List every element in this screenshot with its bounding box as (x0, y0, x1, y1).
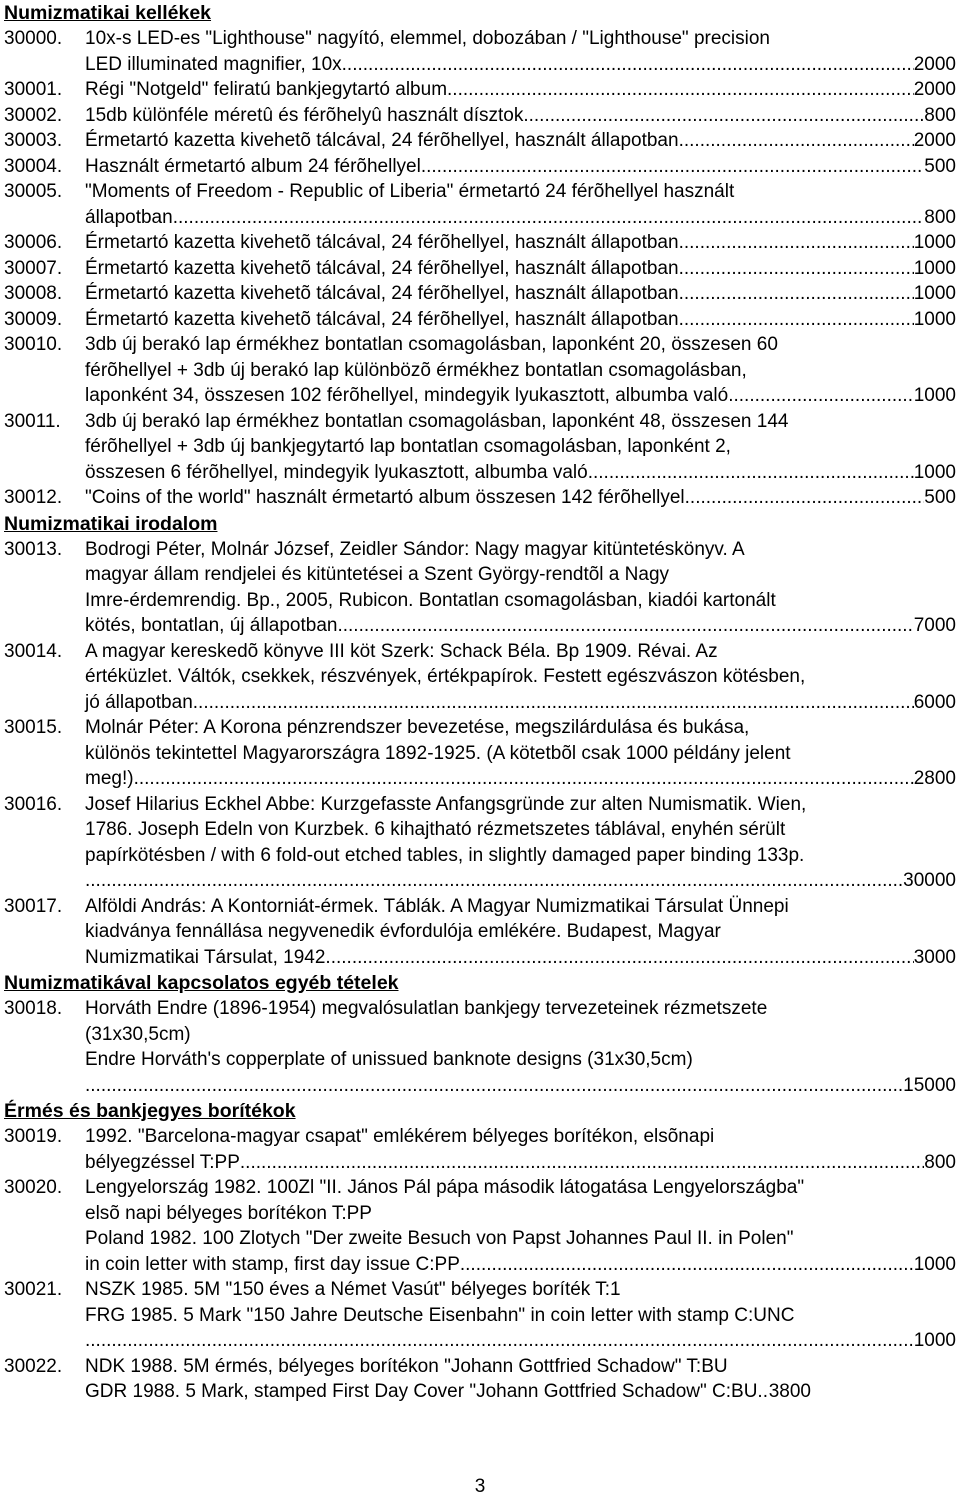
catalog-item (4, 103, 956, 129)
dot-leader (679, 256, 914, 282)
dot-leader (85, 1073, 903, 1099)
price-line (85, 1379, 956, 1405)
catalog-item (4, 409, 956, 486)
lot-price: 1000 (913, 257, 956, 279)
catalog-item (4, 485, 956, 511)
lot-number: 30017. (4, 895, 63, 917)
price-line (85, 690, 956, 716)
catalog-item (4, 1124, 956, 1175)
catalog-item (4, 715, 956, 792)
page-number: 3 (474, 1476, 486, 1497)
lot-description (85, 485, 956, 511)
catalog-item (4, 256, 956, 282)
lot-price: 3800 (768, 1381, 811, 1402)
lot-description (85, 792, 956, 894)
price-line (85, 128, 956, 154)
price-line (85, 205, 956, 231)
description-line: férõhellyel + 3db új berakó lap különbözõ érmékhez bontatlan csomagolásban, (85, 359, 747, 381)
dot-leader (342, 52, 914, 78)
dot-leader (240, 1150, 924, 1176)
lot-number: 30008. (4, 283, 63, 304)
lot-price: 800 (924, 206, 956, 228)
description-end: állapotban (85, 206, 173, 228)
lot-number: 30022. (4, 1355, 63, 1377)
dot-leader (173, 205, 925, 231)
dot-leader (679, 230, 914, 256)
description-line: 3db új berakó lap érmékhez bontatlan csomagolásban, laponként 20, összesen 60 (85, 334, 778, 355)
description-line: papírkötésben / with 6 fold-out etched tables, in slightly damaged paper binding 133p. (85, 844, 805, 866)
lot-price: 500 (924, 487, 956, 508)
price-line (85, 383, 956, 409)
catalog-page (4, 0, 956, 1405)
description-line: Bodrogi Péter, Molnár József, Zeidler Sándor: Nagy magyar kitüntetéskönyv. A (85, 538, 745, 560)
lot-price: 500 (924, 155, 956, 177)
lot-price: 1000 (913, 283, 956, 304)
dot-leader (685, 485, 925, 511)
lot-description (85, 332, 956, 409)
description-end: Érmetartó kazetta kivehetõ tálcával, 24 férõhellyel, használt állapotban (85, 283, 679, 304)
price-line (85, 613, 956, 639)
lot-price: 7000 (913, 615, 956, 636)
catalog-item (4, 26, 956, 77)
lot-price: 15000 (903, 1074, 956, 1096)
catalog-item (4, 894, 956, 971)
lot-number: 30011. (4, 410, 61, 432)
description-line: FRG 1985. 5 Mark "150 Jahre Deutsche Eisenbahn" in coin letter with stamp C:UNC (85, 1304, 795, 1326)
lot-price: 1000 (913, 385, 956, 406)
catalog-item (4, 281, 956, 307)
lot-price: 800 (924, 1151, 956, 1173)
catalog-item (4, 332, 956, 409)
description-end: Használt érmetartó album 24 férõhellyel (85, 155, 421, 177)
description-line: "Moments of Freedom - Republic of Liberia" érmetartó 24 férõhellyel használt (85, 181, 735, 202)
lot-number: 30003. (4, 130, 63, 151)
lot-description (85, 1354, 956, 1405)
description-line: Alföldi András: A Kontorniát-érmek. Táblák. A Magyar Numizmatikai Társulat Ünnepi (85, 895, 789, 917)
section-heading: Numizmatikával kapcsolatos egyéb tételek (4, 972, 399, 994)
lot-number: 30013. (4, 538, 63, 560)
lot-price: 1000 (913, 461, 956, 483)
lot-price: 2000 (913, 79, 956, 100)
lot-number: 30001. (4, 79, 63, 100)
lot-number: 30005. (4, 181, 63, 202)
lot-number: 30014. (4, 640, 63, 662)
lot-description (85, 77, 956, 103)
lot-description (85, 128, 956, 154)
price-line (85, 154, 956, 180)
dot-leader (331, 945, 914, 971)
lot-number: 30000. (4, 28, 63, 49)
lot-description (85, 894, 956, 971)
lot-number: 30010. (4, 334, 63, 355)
lot-price: 6000 (913, 691, 956, 713)
description-line: NDK 1988. 5M érmés, bélyeges borítékon "Johann Gottfried Schadow" T:BU (85, 1355, 728, 1377)
description-line: 1786. Joseph Edeln von Kurzbek. 6 kihajtható rézmetszetes táblával, enyhén sérült (85, 819, 786, 840)
description-line: Poland 1982. 100 Zlotych "Der zweite Besuch von Papst Johannes Paul II. in Polen" (85, 1228, 794, 1249)
description-end: Érmetartó kazetta kivehetõ tálcával, 24 férõhellyel, használt állapotban (85, 130, 679, 151)
catalog-item (4, 537, 956, 639)
price-line (85, 1073, 956, 1099)
description-end: 15db különféle méretû és férõhelyû használt dísztok (85, 104, 524, 126)
lot-description (85, 537, 956, 639)
section-heading: Érmés és bankjegyes borítékok (4, 1100, 296, 1122)
price-line (85, 460, 956, 486)
description-line: Imre-érdemrendig. Bp., 2005, Rubicon. Bontatlan csomagolásban, kiadói kartonált (85, 589, 776, 611)
price-line (85, 945, 956, 971)
price-line (85, 485, 956, 511)
description-end: Érmetartó kazetta kivehetõ tálcával, 24 férõhellyel, használt állapotban (85, 257, 679, 279)
lot-price: 1000 (913, 1330, 956, 1351)
catalog-item (4, 77, 956, 103)
description-end: meg!). (85, 768, 139, 789)
description-line: Endre Horváth's copperplate of unissued banknote designs (31x30,5cm) (85, 1049, 693, 1070)
lot-number: 30007. (4, 257, 63, 279)
description-end: bélyegzéssel T:PP (85, 1151, 240, 1173)
dot-leader (447, 77, 914, 103)
price-line (85, 52, 956, 78)
description-line: Lengyelország 1982. 100Zl "II. János Pál pápa második látogatása Lengyelországba" (85, 1177, 805, 1198)
dot-leader (588, 460, 914, 486)
description-line: Josef Hilarius Eckhel Abbe: Kurzgefasste Anfangsgründe zur alten Numismatik. Wien, (85, 793, 807, 815)
price-line (85, 256, 956, 282)
lot-number: 30006. (4, 232, 63, 253)
price-line (85, 103, 956, 129)
description-line: (31x30,5cm) (85, 1023, 191, 1045)
lot-description (85, 1124, 956, 1175)
catalog-item (4, 1354, 956, 1405)
catalog-item (4, 154, 956, 180)
lot-number: 30015. (4, 717, 63, 738)
description-line: elsõ napi bélyeges borítékon T:PP (85, 1202, 372, 1224)
price-line (85, 307, 956, 333)
description-line: Molnár Péter: A Korona pénzrendszer bevezetése, megszilárdulása és bukása, (85, 717, 750, 738)
price-line (85, 230, 956, 256)
lot-price: 3000 (913, 946, 956, 968)
lot-price: 2800 (913, 768, 956, 789)
dot-leader (421, 154, 924, 180)
lot-number: 30019. (4, 1126, 63, 1147)
lot-number: 30020. (4, 1177, 63, 1198)
lot-description (85, 996, 956, 1098)
description-end: GDR 1988. 5 Mark, stamped First Day Cover "Johann Gottfried Schadow" C:BU. (85, 1381, 763, 1402)
lot-description (85, 26, 956, 77)
lot-description (85, 256, 956, 282)
price-line (85, 1252, 956, 1278)
description-line: férõhellyel + 3db új bankjegytartó lap bontatlan csomagolásban, laponként 2, (85, 436, 731, 457)
description-end: in coin letter with stamp, first day issue C:PP (85, 1253, 460, 1275)
lot-price: 30000 (903, 870, 956, 891)
description-line: 3db új berakó lap érmékhez bontatlan csomagolásban, laponként 48, összesen 144 (85, 410, 789, 432)
lot-number: 30018. (4, 998, 63, 1019)
lot-description (85, 409, 956, 486)
catalog-item (4, 179, 956, 230)
dot-leader (85, 868, 903, 894)
description-end: "Coins of the world" használt érmetartó album összesen 142 férõhellyel (85, 487, 685, 508)
description-line: különös tekintettel Magyarországra 1892-1925. (A kötetbõl csak 1000 példány jelent (85, 742, 791, 764)
description-end: laponként 34, összesen 102 férõhellyel, mindegyik lyukasztott, albumba való (85, 385, 729, 406)
lot-description (85, 639, 956, 716)
catalog-item (4, 128, 956, 154)
lot-price: 1000 (913, 1253, 956, 1275)
description-line: értéküzlet. Váltók, csekkek, részvények, értékpapírok. Festett egészvászon kötésben, (85, 666, 806, 687)
lot-number: 30002. (4, 104, 63, 126)
description-end: kötés, bontatlan, új állapotban. (85, 615, 343, 636)
description-end: Régi "Notgeld" feliratú bankjegytartó album (85, 79, 448, 100)
lot-number: 30012. (4, 487, 63, 508)
dot-leader (679, 128, 914, 154)
lot-description (85, 230, 956, 256)
price-line (85, 281, 956, 307)
description-end: összesen 6 férõhellyel, mindegyik lyukasztott, albumba való (85, 461, 588, 483)
price-line (85, 1150, 956, 1176)
catalog-item (4, 792, 956, 894)
dot-leader (460, 1252, 914, 1278)
section-heading: Numizmatikai kellékek (4, 2, 212, 24)
description-line: kiadványa fennállása negyvenedik évfordulója emlékére. Budapest, Magyar (85, 921, 721, 942)
dot-leader (679, 281, 914, 307)
description-line: A magyar kereskedõ könyve III köt Szerk: Schack Béla. Bp 1909. Révai. Az (85, 640, 718, 662)
dot-leader (193, 690, 914, 716)
description-end: LED illuminated magnifier, 10x (85, 53, 342, 75)
catalog-item (4, 230, 956, 256)
description-line: 10x-s LED-es "Lighthouse" nagyító, elemmel, dobozában / "Lighthouse" precision (85, 28, 770, 49)
price-line (85, 766, 956, 792)
dot-leader (523, 103, 924, 129)
dot-leader (343, 613, 914, 639)
lot-number: 30004. (4, 155, 63, 177)
price-line (85, 868, 956, 894)
lot-description (85, 281, 956, 307)
lot-number: 30021. (4, 1279, 63, 1300)
lot-description (85, 307, 956, 333)
lot-number: 30009. (4, 308, 63, 330)
lot-price: 1000 (913, 232, 956, 253)
catalog-item (4, 639, 956, 716)
catalog-item (4, 307, 956, 333)
dot-leader (728, 383, 914, 409)
catalog-item (4, 1277, 956, 1354)
description-end: Érmetartó kazetta kivehetõ tálcával, 24 férõhellyel, használt állapotban (85, 308, 679, 330)
description-end: Érmetartó kazetta kivehetõ tálcával, 24 férõhellyel, használt állapotban (85, 232, 679, 253)
price-line (85, 1328, 956, 1354)
section-heading: Numizmatikai irodalom (4, 512, 218, 535)
lot-description (85, 1277, 956, 1354)
description-end: Numizmatikai Társulat, 1942. (85, 946, 331, 968)
lot-price: 2000 (913, 130, 956, 151)
description-line: 1992. "Barcelona-magyar csapat" emlékérem bélyeges borítékon, elsõnapi (85, 1126, 715, 1147)
description-line: magyar állam rendjelei és kitüntetései a Szent György-rendtõl a Nagy (85, 564, 670, 585)
catalog-item (4, 996, 956, 1098)
lot-number: 30016. (4, 793, 63, 815)
lot-description (85, 154, 956, 180)
lot-description (85, 715, 956, 792)
dot-leader (139, 766, 914, 792)
catalog-item (4, 1175, 956, 1277)
lot-description (85, 103, 956, 129)
description-line: Horváth Endre (1896-1954) megvalósulatlan bankjegy tervezeteinek rézmetszete (85, 998, 768, 1019)
description-end: jó állapotban (85, 691, 193, 713)
dot-leader (85, 1328, 914, 1354)
lot-price: 2000 (913, 53, 956, 75)
price-line (85, 77, 956, 103)
lot-description (85, 179, 956, 230)
lot-price: 800 (924, 104, 956, 126)
description-line: NSZK 1985. 5M "150 éves a Német Vasút" bélyeges boríték T:1 (85, 1279, 621, 1300)
lot-price: 1000 (913, 308, 956, 330)
dot-leader (679, 307, 914, 333)
lot-description (85, 1175, 956, 1277)
